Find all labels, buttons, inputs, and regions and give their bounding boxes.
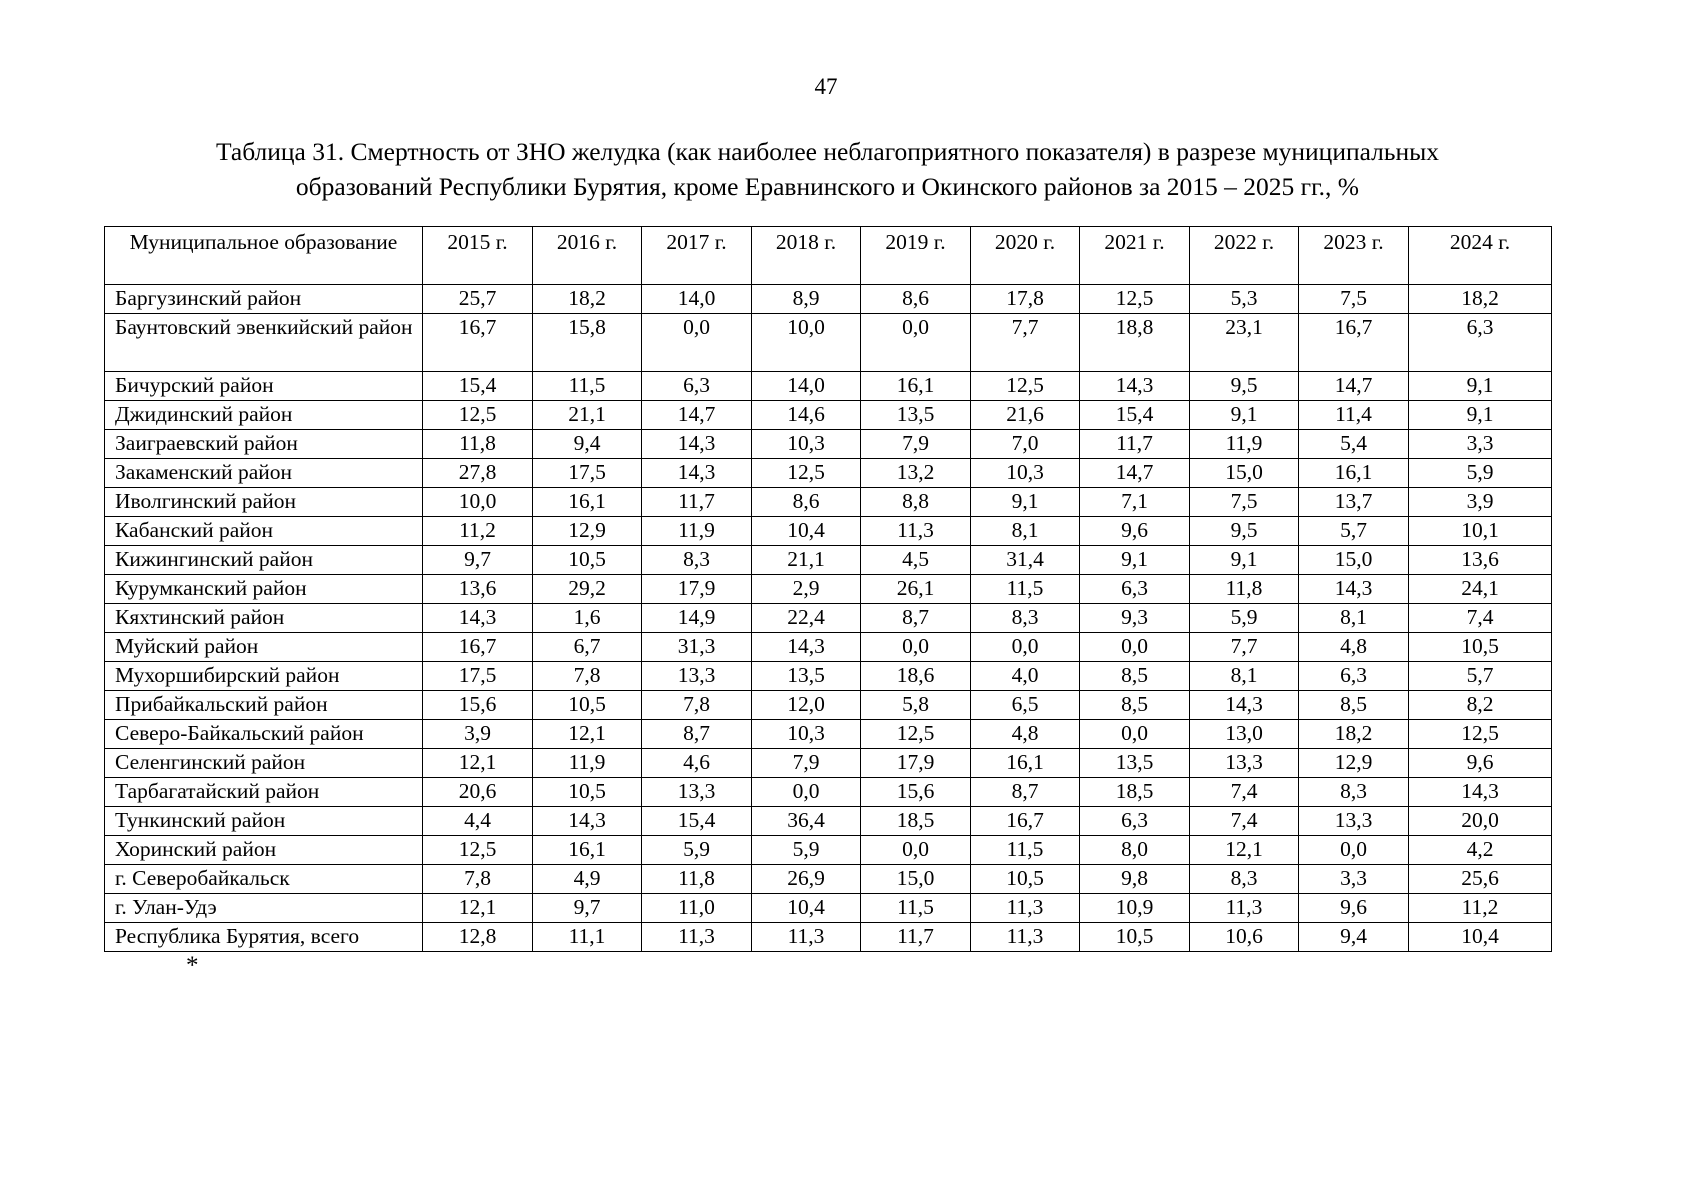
value-cell: 11,3 — [1190, 894, 1299, 923]
municipality-name: Хоринский район — [105, 836, 423, 865]
municipality-name: Джидинский район — [105, 401, 423, 430]
table-row — [105, 865, 1552, 894]
value-cell: 11,7 — [861, 923, 971, 952]
value-cell: 12,1 — [423, 894, 533, 923]
header-year: 2021 г. — [1080, 227, 1190, 285]
table-row — [105, 749, 1552, 778]
table-row — [105, 633, 1552, 662]
value-cell: 14,0 — [642, 285, 752, 314]
table-row — [105, 372, 1552, 401]
value-cell: 16,7 — [423, 633, 533, 662]
value-cell: 18,8 — [1080, 314, 1190, 372]
value-cell: 0,0 — [861, 314, 971, 372]
value-cell: 6,3 — [1299, 662, 1409, 691]
caption-line-1: Таблица 31. Смертность от ЗНО желудка (как наиболее неблагоприятного показателя) в разрезе муниципальных — [215, 137, 1440, 166]
table-row — [105, 720, 1552, 749]
municipality-name: Кижингинский район — [105, 546, 423, 575]
value-cell: 16,7 — [1299, 314, 1409, 372]
value-cell: 11,5 — [861, 894, 971, 923]
value-cell: 5,8 — [861, 691, 971, 720]
value-cell: 9,6 — [1299, 894, 1409, 923]
value-cell: 8,8 — [861, 488, 971, 517]
value-cell: 13,3 — [642, 778, 752, 807]
value-cell: 12,0 — [752, 691, 861, 720]
value-cell: 10,0 — [752, 314, 861, 372]
value-cell: 0,0 — [1080, 720, 1190, 749]
value-cell: 10,0 — [423, 488, 533, 517]
table-row — [105, 488, 1552, 517]
value-cell: 0,0 — [861, 836, 971, 865]
value-cell: 12,5 — [1080, 285, 1190, 314]
value-cell: 5,9 — [642, 836, 752, 865]
value-cell: 0,0 — [1299, 836, 1409, 865]
page-number: 47 — [814, 74, 838, 99]
value-cell: 31,4 — [971, 546, 1080, 575]
value-cell: 4,5 — [861, 546, 971, 575]
table-row — [105, 778, 1552, 807]
value-cell: 14,3 — [642, 459, 752, 488]
value-cell: 11,5 — [971, 836, 1080, 865]
value-cell: 5,9 — [1190, 604, 1299, 633]
value-cell: 11,3 — [971, 894, 1080, 923]
value-cell: 9,7 — [423, 546, 533, 575]
value-cell: 11,9 — [642, 517, 752, 546]
table-row — [105, 923, 1552, 952]
header-year: 2018 г. — [752, 227, 861, 285]
value-cell: 9,8 — [1080, 865, 1190, 894]
value-cell: 7,1 — [1080, 488, 1190, 517]
value-cell: 3,9 — [1409, 488, 1552, 517]
value-cell: 9,1 — [971, 488, 1080, 517]
municipality-name: Бичурский район — [105, 372, 423, 401]
value-cell: 11,8 — [642, 865, 752, 894]
table-row — [105, 836, 1552, 865]
value-cell: 12,5 — [861, 720, 971, 749]
value-cell: 8,3 — [1190, 865, 1299, 894]
value-cell: 17,5 — [533, 459, 642, 488]
value-cell: 1,6 — [533, 604, 642, 633]
table-row — [105, 546, 1552, 575]
value-cell: 14,3 — [1299, 575, 1409, 604]
value-cell: 24,1 — [1409, 575, 1552, 604]
municipality-name: Республика Бурятия, всего — [105, 923, 423, 952]
municipality-name: Заиграевский район — [105, 430, 423, 459]
value-cell: 11,8 — [1190, 575, 1299, 604]
value-cell: 12,1 — [533, 720, 642, 749]
value-cell: 10,9 — [1080, 894, 1190, 923]
table-row — [105, 401, 1552, 430]
caption-line-2: образований Республики Бурятия, кроме Еравнинского и Окинского районов за 2015 – 2025 гг., % — [295, 172, 1360, 201]
table-row — [105, 459, 1552, 488]
value-cell: 13,5 — [861, 401, 971, 430]
value-cell: 16,7 — [971, 807, 1080, 836]
value-cell: 17,9 — [642, 575, 752, 604]
value-cell: 21,1 — [533, 401, 642, 430]
municipality-name: г. Северобайкальск — [105, 865, 423, 894]
value-cell: 9,6 — [1080, 517, 1190, 546]
value-cell: 18,2 — [1409, 285, 1552, 314]
value-cell: 9,5 — [1190, 517, 1299, 546]
value-cell: 23,1 — [1190, 314, 1299, 372]
header-municipality: Муниципальное образование — [105, 227, 423, 285]
value-cell: 21,6 — [971, 401, 1080, 430]
value-cell: 22,4 — [752, 604, 861, 633]
value-cell: 13,5 — [752, 662, 861, 691]
value-cell: 10,5 — [533, 778, 642, 807]
value-cell: 3,3 — [1409, 430, 1552, 459]
header-year: 2017 г. — [642, 227, 752, 285]
value-cell: 8,7 — [861, 604, 971, 633]
header-year: 2022 г. — [1190, 227, 1299, 285]
value-cell: 11,7 — [1080, 430, 1190, 459]
value-cell: 14,3 — [1409, 778, 1552, 807]
value-cell: 11,8 — [423, 430, 533, 459]
value-cell: 11,3 — [642, 923, 752, 952]
value-cell: 12,9 — [1299, 749, 1409, 778]
value-cell: 14,3 — [642, 430, 752, 459]
value-cell: 9,7 — [533, 894, 642, 923]
value-cell: 17,8 — [971, 285, 1080, 314]
value-cell: 11,4 — [1299, 401, 1409, 430]
value-cell: 14,7 — [1080, 459, 1190, 488]
value-cell: 0,0 — [642, 314, 752, 372]
value-cell: 7,8 — [642, 691, 752, 720]
value-cell: 3,3 — [1299, 865, 1409, 894]
value-cell: 9,1 — [1190, 546, 1299, 575]
value-cell: 29,2 — [533, 575, 642, 604]
value-cell: 8,0 — [1080, 836, 1190, 865]
table-row — [105, 807, 1552, 836]
footnote-asterisk: * — [186, 952, 199, 979]
value-cell: 12,5 — [971, 372, 1080, 401]
value-cell: 6,3 — [1080, 807, 1190, 836]
value-cell: 13,0 — [1190, 720, 1299, 749]
value-cell: 2,9 — [752, 575, 861, 604]
value-cell: 10,3 — [752, 430, 861, 459]
value-cell: 12,5 — [423, 836, 533, 865]
value-cell: 16,1 — [533, 488, 642, 517]
value-cell: 13,2 — [861, 459, 971, 488]
value-cell: 10,3 — [971, 459, 1080, 488]
value-cell: 8,5 — [1080, 662, 1190, 691]
value-cell: 17,9 — [861, 749, 971, 778]
value-cell: 13,3 — [1190, 749, 1299, 778]
table-row — [105, 517, 1552, 546]
value-cell: 18,2 — [533, 285, 642, 314]
value-cell: 5,9 — [752, 836, 861, 865]
value-cell: 12,9 — [533, 517, 642, 546]
value-cell: 7,7 — [1190, 633, 1299, 662]
value-cell: 5,9 — [1409, 459, 1552, 488]
value-cell: 27,8 — [423, 459, 533, 488]
value-cell: 8,3 — [1299, 778, 1409, 807]
municipality-name: Селенгинский район — [105, 749, 423, 778]
value-cell: 9,3 — [1080, 604, 1190, 633]
value-cell: 11,3 — [861, 517, 971, 546]
value-cell: 0,0 — [861, 633, 971, 662]
value-cell: 18,6 — [861, 662, 971, 691]
value-cell: 18,5 — [861, 807, 971, 836]
value-cell: 12,8 — [423, 923, 533, 952]
value-cell: 13,6 — [1409, 546, 1552, 575]
value-cell: 14,3 — [423, 604, 533, 633]
value-cell: 9,1 — [1409, 372, 1552, 401]
value-cell: 4,6 — [642, 749, 752, 778]
table-row — [105, 894, 1552, 923]
value-cell: 10,3 — [752, 720, 861, 749]
value-cell: 8,2 — [1409, 691, 1552, 720]
value-cell: 8,3 — [971, 604, 1080, 633]
value-cell: 8,5 — [1080, 691, 1190, 720]
value-cell: 14,3 — [1080, 372, 1190, 401]
municipality-name: Иволгинский район — [105, 488, 423, 517]
value-cell: 20,6 — [423, 778, 533, 807]
value-cell: 14,3 — [752, 633, 861, 662]
value-cell: 7,5 — [1190, 488, 1299, 517]
value-cell: 25,7 — [423, 285, 533, 314]
table-row — [105, 285, 1552, 314]
value-cell: 14,3 — [533, 807, 642, 836]
value-cell: 11,7 — [642, 488, 752, 517]
mortality-table — [104, 226, 1552, 952]
value-cell: 6,5 — [971, 691, 1080, 720]
value-cell: 0,0 — [971, 633, 1080, 662]
municipality-name: Тарбагатайский район — [105, 778, 423, 807]
value-cell: 15,8 — [533, 314, 642, 372]
municipality-name: Муйский район — [105, 633, 423, 662]
value-cell: 15,0 — [861, 865, 971, 894]
value-cell: 13,6 — [423, 575, 533, 604]
value-cell: 11,5 — [971, 575, 1080, 604]
value-cell: 12,5 — [1409, 720, 1552, 749]
value-cell: 7,4 — [1190, 778, 1299, 807]
value-cell: 11,9 — [1190, 430, 1299, 459]
value-cell: 8,7 — [642, 720, 752, 749]
value-cell: 31,3 — [642, 633, 752, 662]
table-caption — [104, 134, 1551, 204]
value-cell: 5,7 — [1299, 517, 1409, 546]
value-cell: 14,6 — [752, 401, 861, 430]
value-cell: 8,6 — [752, 488, 861, 517]
value-cell: 8,7 — [971, 778, 1080, 807]
value-cell: 10,5 — [533, 691, 642, 720]
header-year: 2015 г. — [423, 227, 533, 285]
value-cell: 16,1 — [533, 836, 642, 865]
value-cell: 10,4 — [1409, 923, 1552, 952]
value-cell: 9,1 — [1190, 401, 1299, 430]
value-cell: 9,4 — [533, 430, 642, 459]
value-cell: 10,5 — [971, 865, 1080, 894]
value-cell: 10,4 — [752, 894, 861, 923]
value-cell: 4,8 — [1299, 633, 1409, 662]
value-cell: 11,2 — [1409, 894, 1552, 923]
value-cell: 13,3 — [642, 662, 752, 691]
value-cell: 11,3 — [752, 923, 861, 952]
value-cell: 4,2 — [1409, 836, 1552, 865]
value-cell: 4,4 — [423, 807, 533, 836]
table-row — [105, 430, 1552, 459]
table-body — [105, 285, 1552, 952]
value-cell: 15,4 — [642, 807, 752, 836]
value-cell: 20,0 — [1409, 807, 1552, 836]
municipality-name: Северо-Байкальский район — [105, 720, 423, 749]
table-row — [105, 691, 1552, 720]
value-cell: 14,7 — [1299, 372, 1409, 401]
value-cell: 14,3 — [1190, 691, 1299, 720]
value-cell: 8,3 — [642, 546, 752, 575]
value-cell: 16,1 — [1299, 459, 1409, 488]
value-cell: 9,6 — [1409, 749, 1552, 778]
municipality-name: Курумканский район — [105, 575, 423, 604]
value-cell: 15,4 — [423, 372, 533, 401]
table-row — [105, 662, 1552, 691]
value-cell: 18,2 — [1299, 720, 1409, 749]
value-cell: 10,4 — [752, 517, 861, 546]
municipality-name: Кяхтинский район — [105, 604, 423, 633]
value-cell: 7,4 — [1409, 604, 1552, 633]
value-cell: 10,5 — [533, 546, 642, 575]
value-cell: 15,4 — [1080, 401, 1190, 430]
value-cell: 15,0 — [1190, 459, 1299, 488]
value-cell: 8,6 — [861, 285, 971, 314]
value-cell: 15,6 — [861, 778, 971, 807]
value-cell: 17,5 — [423, 662, 533, 691]
value-cell: 14,9 — [642, 604, 752, 633]
value-cell: 9,4 — [1299, 923, 1409, 952]
header-year: 2023 г. — [1299, 227, 1409, 285]
municipality-name: Баунтовский эвенкийский район — [105, 314, 423, 372]
value-cell: 6,7 — [533, 633, 642, 662]
value-cell: 26,1 — [861, 575, 971, 604]
value-cell: 10,1 — [1409, 517, 1552, 546]
value-cell: 5,3 — [1190, 285, 1299, 314]
municipality-name: Мухоршибирский район — [105, 662, 423, 691]
value-cell: 8,1 — [971, 517, 1080, 546]
value-cell: 6,3 — [642, 372, 752, 401]
municipality-name: г. Улан-Удэ — [105, 894, 423, 923]
value-cell: 11,5 — [533, 372, 642, 401]
value-cell: 7,7 — [971, 314, 1080, 372]
value-cell: 12,1 — [423, 749, 533, 778]
value-cell: 11,1 — [533, 923, 642, 952]
value-cell: 6,3 — [1409, 314, 1552, 372]
municipality-name: Прибайкальский район — [105, 691, 423, 720]
value-cell: 11,0 — [642, 894, 752, 923]
table-row — [105, 314, 1552, 372]
value-cell: 4,0 — [971, 662, 1080, 691]
table-row — [105, 604, 1552, 633]
value-cell: 6,3 — [1080, 575, 1190, 604]
value-cell: 9,1 — [1409, 401, 1552, 430]
value-cell: 0,0 — [752, 778, 861, 807]
value-cell: 12,1 — [1190, 836, 1299, 865]
value-cell: 16,1 — [971, 749, 1080, 778]
header-year: 2020 г. — [971, 227, 1080, 285]
value-cell: 0,0 — [1080, 633, 1190, 662]
value-cell: 8,1 — [1190, 662, 1299, 691]
value-cell: 8,9 — [752, 285, 861, 314]
value-cell: 16,7 — [423, 314, 533, 372]
value-cell: 9,1 — [1080, 546, 1190, 575]
value-cell: 12,5 — [752, 459, 861, 488]
municipality-name: Тункинский район — [105, 807, 423, 836]
value-cell: 7,5 — [1299, 285, 1409, 314]
value-cell: 11,3 — [971, 923, 1080, 952]
header-year: 2024 г. — [1409, 227, 1552, 285]
value-cell: 26,9 — [752, 865, 861, 894]
value-cell: 4,9 — [533, 865, 642, 894]
value-cell: 15,0 — [1299, 546, 1409, 575]
value-cell: 36,4 — [752, 807, 861, 836]
value-cell: 10,5 — [1409, 633, 1552, 662]
value-cell: 12,5 — [423, 401, 533, 430]
municipality-name: Закаменский район — [105, 459, 423, 488]
header-year: 2019 г. — [861, 227, 971, 285]
value-cell: 7,9 — [752, 749, 861, 778]
value-cell: 5,4 — [1299, 430, 1409, 459]
header-year: 2016 г. — [533, 227, 642, 285]
municipality-name: Баргузинский район — [105, 285, 423, 314]
value-cell: 7,0 — [971, 430, 1080, 459]
value-cell: 18,5 — [1080, 778, 1190, 807]
value-cell: 7,9 — [861, 430, 971, 459]
value-cell: 7,4 — [1190, 807, 1299, 836]
value-cell: 21,1 — [752, 546, 861, 575]
value-cell: 10,6 — [1190, 923, 1299, 952]
value-cell: 13,5 — [1080, 749, 1190, 778]
value-cell: 11,9 — [533, 749, 642, 778]
value-cell: 15,6 — [423, 691, 533, 720]
value-cell: 3,9 — [423, 720, 533, 749]
value-cell: 10,5 — [1080, 923, 1190, 952]
value-cell: 9,5 — [1190, 372, 1299, 401]
header-row — [105, 227, 1552, 285]
value-cell: 4,8 — [971, 720, 1080, 749]
value-cell: 7,8 — [423, 865, 533, 894]
value-cell: 8,1 — [1299, 604, 1409, 633]
value-cell: 11,2 — [423, 517, 533, 546]
municipality-name: Кабанский район — [105, 517, 423, 546]
value-cell: 14,0 — [752, 372, 861, 401]
value-cell: 14,7 — [642, 401, 752, 430]
value-cell: 13,3 — [1299, 807, 1409, 836]
value-cell: 8,5 — [1299, 691, 1409, 720]
value-cell: 13,7 — [1299, 488, 1409, 517]
value-cell: 5,7 — [1409, 662, 1552, 691]
table-row — [105, 575, 1552, 604]
value-cell: 25,6 — [1409, 865, 1552, 894]
value-cell: 16,1 — [861, 372, 971, 401]
value-cell: 7,8 — [533, 662, 642, 691]
